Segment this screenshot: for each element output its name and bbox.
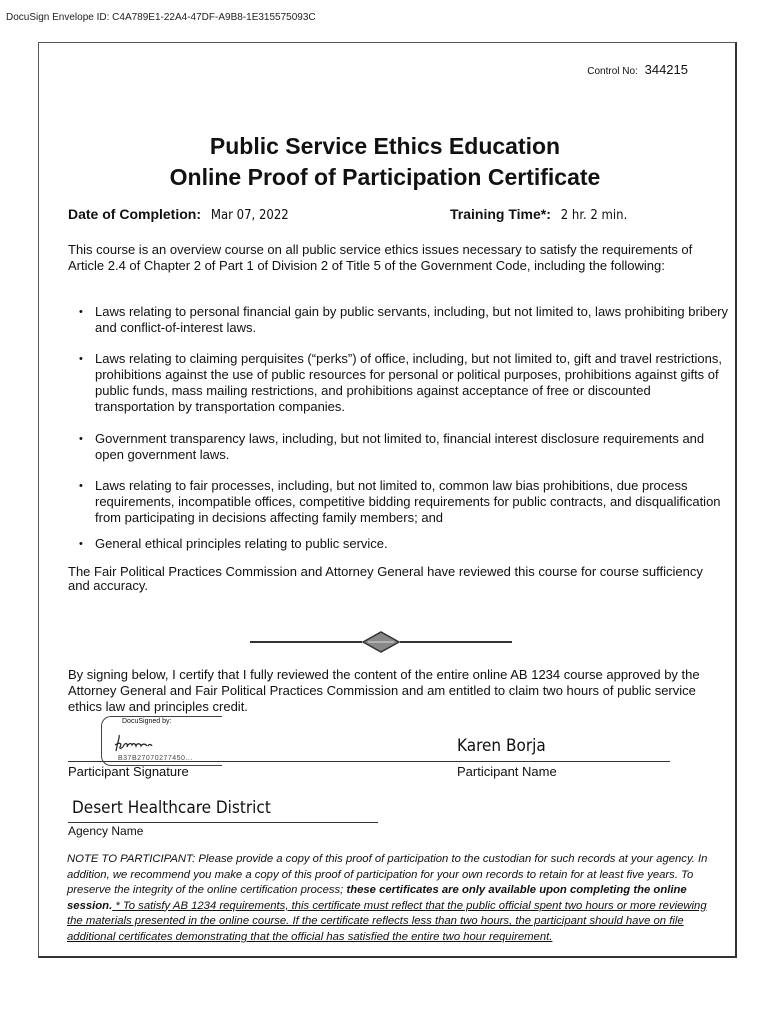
training-time-value: 2 hr. 2 min.	[560, 208, 628, 223]
completion-label: Date of Completion:	[68, 206, 201, 222]
ornamental-divider	[250, 630, 512, 654]
note-underlined-text: * To satisfy AB 1234 requirements, this certificate must reflect that the public official spent two hours or more reviewing the materials presented in the online course. If the certificate reflects less than two hours, the participant should have on file additional certificates demonstrating that the official has satisfied the entire two hour requirement.	[67, 899, 707, 943]
signature-line	[68, 761, 670, 762]
training-time-label: Training Time*:	[450, 206, 551, 222]
control-number	[587, 62, 688, 77]
agency-name-label: Agency Name	[68, 824, 144, 838]
docusign-label: DocuSigned by:	[122, 718, 172, 725]
control-value: 344215	[644, 62, 688, 77]
list-item: • Laws relating to fair processes, including, but not limited to, common law bias prohibitions, due process requirements, incompatible offices, competitive bidding requirements for public contracts, and disqualification from participating in decisions affecting family members; and	[68, 478, 728, 526]
control-label: Control No:	[587, 66, 638, 77]
completion-value: Mar 07, 2022	[210, 208, 289, 223]
title-line-2: Online Proof of Participation Certificate	[169, 164, 601, 190]
note-text: NOTE TO PARTICIPANT: Please provide a copy of this proof of participation to the custodian for such records at your agency. In addition, we recommend you make a copy of this proof of participation for your own records to retain for at least five years. To preserve the integrity of the online certification process;	[67, 853, 708, 896]
participant-name-label: Participant Name	[457, 764, 557, 779]
topics-list	[68, 304, 728, 552]
envelope-id: DocuSign Envelope ID: C4A789E1-22A4-47DF-A9B8-1E315575093C	[6, 12, 316, 23]
certify-paragraph: By signing below, I certify that I fully reviewed the content of the entire online AB 1234 course approved by the Attorney General and Fair Political Practices Commission and am entitled to claim two hours of public service ethics law and principles credit.	[68, 667, 700, 714]
training-time	[450, 206, 627, 223]
participant-signature-label: Participant Signature	[68, 764, 189, 779]
list-item: • Laws relating to claiming perquisites (“perks”) of office, including, but not limited to, gift and travel restrictions, prohibitions against the use of public resources for personal or political purposes, prohibitions against gifts of public funds, mass mailing restrictions, and prohibitions against acceptance of free or discounted transportation by transportation companies.	[68, 351, 728, 415]
review-paragraph: The Fair Political Practices Commission and Attorney General have reviewed this course for course sufficiency and accuracy.	[68, 564, 703, 593]
title-line-1: Public Service Ethics Education	[209, 133, 561, 159]
participant-name-value: Karen Borja	[457, 736, 546, 756]
intro-paragraph: This course is an overview course on all public service ethics issues necessary to satisfy the requirements of Article 2.4 of Chapter 2 of Part 1 of Division 2 of Title 5 of the Government Code, including the following:	[68, 242, 693, 273]
list-item: • General ethical principles relating to public service.	[68, 536, 728, 552]
agency-name-value: Desert Healthcare District	[72, 798, 271, 818]
note-to-participant	[67, 852, 722, 945]
note-bold-text: these certificates are only available upon completing the online session.	[67, 884, 687, 912]
list-item: • Laws relating to personal financial gain by public servants, including, but not limited to, laws prohibiting bribery and conflict-of-interest laws.	[68, 304, 728, 336]
agency-line	[68, 822, 378, 823]
signature-hash: B37B27070277450...	[118, 755, 193, 762]
completion-date	[68, 206, 289, 223]
signature-image[interactable]	[112, 733, 192, 755]
list-item: • Government transparency laws, including, but not limited to, financial interest disclosure requirements and open government laws.	[68, 431, 728, 463]
